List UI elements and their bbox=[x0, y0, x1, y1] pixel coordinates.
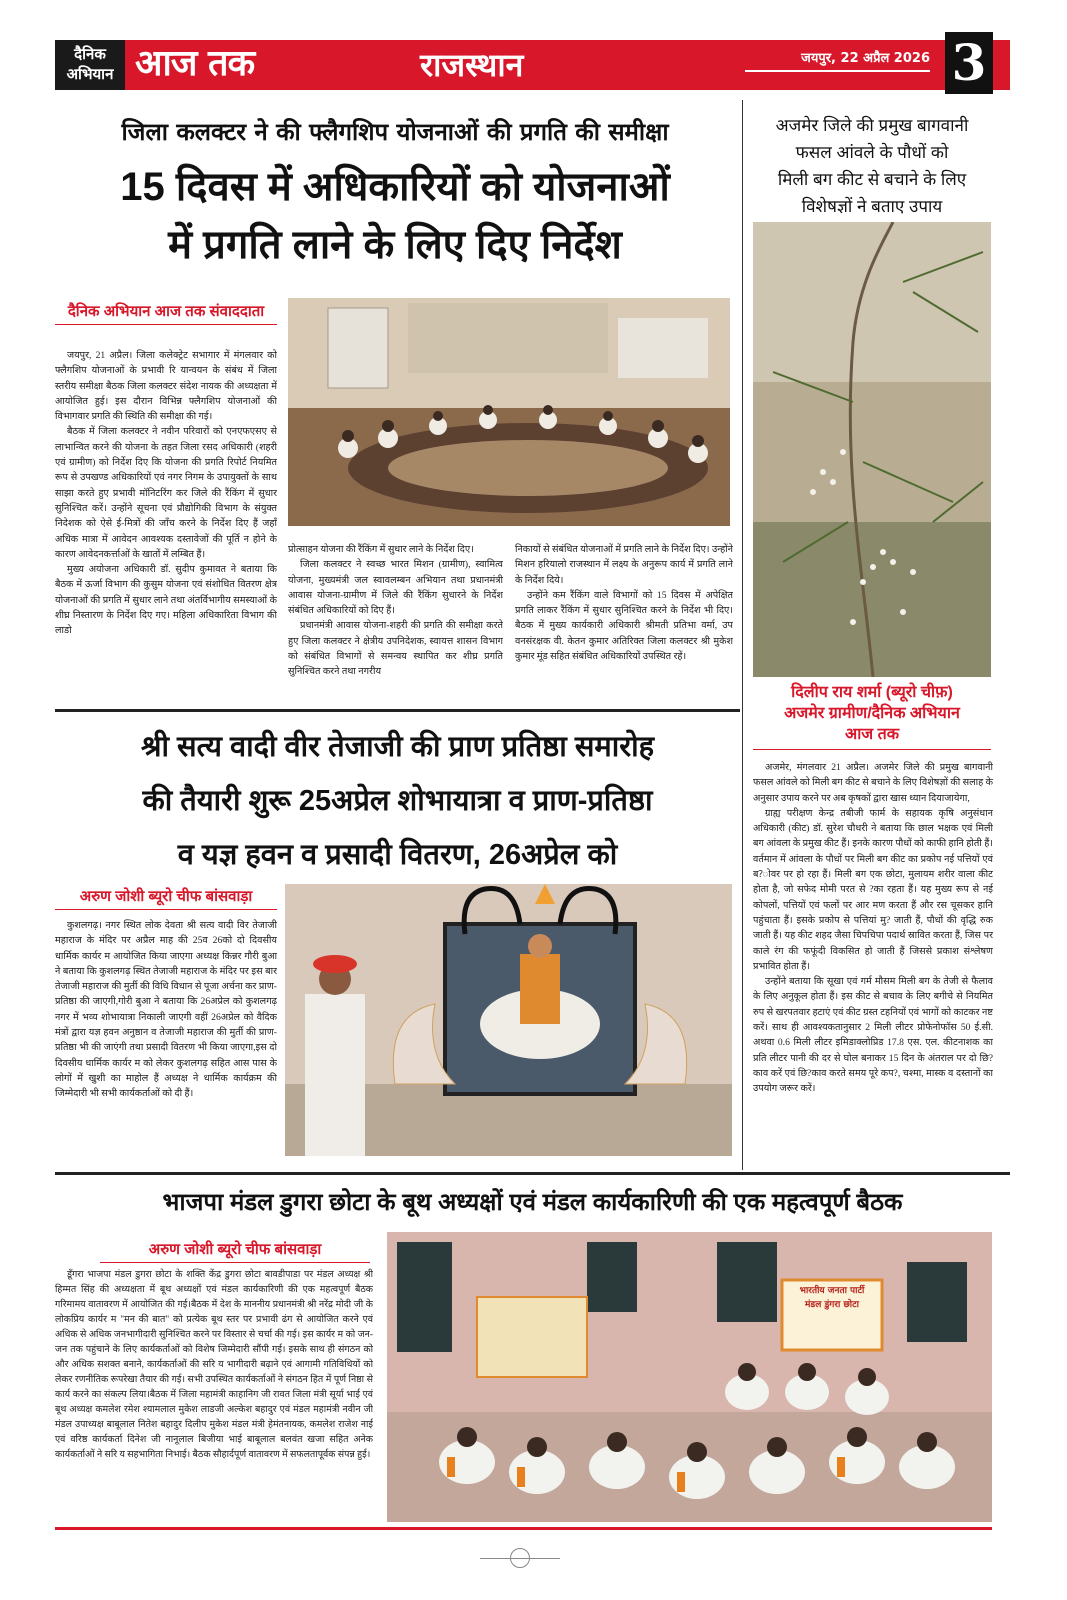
page-number: 3 bbox=[945, 32, 993, 94]
story2-byline-line1: दिलीप राय शर्मा (ब्यूरो चीफ़) bbox=[791, 684, 953, 701]
story2-byline bbox=[753, 682, 991, 750]
registration-mark-line bbox=[480, 1558, 560, 1559]
story4-para: डूँगरा भाजपा मंडल डुगरा छोटा के शक्ति केंद्र डुगरा छोटा बावडीपाडा पर मंडल अध्यक्ष श्री हिम्मत सिंह की अध्यक्षता में बूथ अध्यक्षों एवं मंडल कार्यकारिणी की एक महत्वपूर्ण बैठक गरिमामय वातावरण में आयोजित की गई।बैठक में देश के माननीय प्रधानमंत्री श्री नरेंद्र मोदी जी के लोकप्रिय कार्यर म "मन की बात" को प्रत्येक बूथ स्तर पर प्रभावी ढंग से आयोजित करने एवं अधिक से अधिक जनभागीदारी सुनिश्चित करने पर विस्तार से चर्चा की गई। इस कार्यर म को जन-जन तक पहुंचाने के लिए कार्यकर्ताओं को विशेष जिम्मेदारी सौंपी गई। इसके साथ ही संगठन को और अधिक सशक्त बनाने, कार्यकर्ताओं की सरि य भागीदारी बढ़ाने एवं आगामी गतिविधियों को लेकर रणनीतिक रूपरेखा तैयार की गई। सभी उपस्थित कार्यकर्ताओं ने संगठन हित में पूर्ण निष्ठा से कार्य करने का संकल्प लिया।बैठक में जिला महामंत्री काहानिग जी रावत जिला मंत्री सूर्या भाई एवं बूथ अध्यक्ष कमलेश रमेश श्यामलाल मुकेश लाडजी अल्केश बहादुर एवं मंडल महामंत्री नवीन जी मंडल उपाध्यक्ष बाबूलाल नितेश बहादुर दिलीप मुकेश मंडल मंत्री हेमंतनायक, कमलेश राजेश नाई एवं वरिष्ठ कार्यकर्ता दिनेश जी नानूलाल बिजीया भाई बाबूलाल बलवंत खजा सहित अनेक कार्यकर्ताओं ने सरि य सहभागिता निभाई। बैठक सौहार्दपूर्ण वातावरण में सफलतापूर्वक संपन्न हुई। bbox=[55, 1270, 373, 1460]
story2-byline-line2: अजमेर ग्रामीण/दैनिक अभियान bbox=[784, 705, 960, 722]
story1-headline-line1: 15 दिवस में अधिकारियों को योजनाओं bbox=[120, 165, 670, 209]
section-divider bbox=[55, 1172, 1010, 1175]
banner-text-line1: भारतीय जनता पार्टी bbox=[799, 1286, 865, 1296]
story1-col3-para: उन्होंने कम रैंकिंग वाले विभागों को 15 दिवस में अपेक्षित प्रगति लाकर रैंकिंग में सुधार सुनिश्चित करने के निर्देश भी दिए। बैठक में मुख्य कार्यकारी अधिकारी श्रीमती प्रतिभा वर्मा, उप वनसंरक्षक वी. केतन कुमार अतिरिक्त जिला कलक्टर श्री मुकेश कुमार मूंड सहित संबंधित अधिकारियों उपस्थित रहें। bbox=[515, 589, 733, 663]
story1-col1-para: मुख्य अयोजना अधिकारी डॉ. सुदीप कुमावत ने बताया कि बैठक में ऊर्जा विभाग की कुसुम योजना एवं संशोधित वितरण क्षेत्र योजनाओं की प्रगति में सुधार लाने तथा अंतर्विभागीय समस्याओं के शीघ्र निस्तारण के निर्देश दिए गए। महिला अधिकारिता विभाग की लाडो bbox=[55, 564, 277, 637]
story3-para: कुशलगढ़। नगर स्थित लोक देवता श्री सत्य वादी विर तेजाजी महाराज के मंदिर पर अप्रैल माह की 25व 26को दो दिवसीय धार्मिक कार्यर म आयोजित किया जाएगा अध्यक्ष किन्नर गौरी बुआ ने बताया कि कुशलगढ़ स्थित तेजाजी महाराज के मंदिर पर इस बार तेजाजी महाराज की मुर्ती की विधि विधान से पूजा अर्चना कर प्राण-प्रतिष्ठा की जाएगी,गोरी बुआ ने बताया कि 26अप्रेल को कुशलगढ़ नगर में भव्य शोभायात्रा निकाली जाएगी वहीं 26अप्रेल को वैदिक मंत्रों द्वारा यज्ञ हवन अनुष्ठान व तेजाजी महाराज की मुर्ती की प्राण-प्रतिष्ठा भी की जाएंगी तथा प्रसादी वितरण भी किया जाएगा,इस दो दिवसीय धार्मिक कार्यर म को लेकर कुशलगढ़ सहित आस पास के लोगों में खुशी का माहोल हैं अध्यक्ष ने धार्मिक कार्यक्रम की जिम्मेदारी भी सभी कार्यकर्ताओं को दी हैं। bbox=[55, 920, 277, 1100]
story1-headline-line2: में प्रगति लाने के लिए दिए निर्देश bbox=[168, 223, 622, 267]
story2-headline bbox=[748, 112, 996, 220]
story2-byline-line3: आज तक bbox=[844, 726, 900, 743]
date-rule bbox=[745, 70, 930, 72]
brand-line2: अभियान bbox=[66, 65, 114, 83]
story3-body bbox=[55, 918, 277, 1163]
story1-col1-para: जयपुर, 21 अप्रैल। जिला कलेक्ट्रेट सभागार में मंगलवार को फ्लैगशिप योजनाओं के प्रभावी रि यान्वयन के संबंध में जिला स्तरीय समीक्षा बैठक जिला कलक्टर संदेश नायक की अध्यक्षता में आयोजित हुई। इस दौरान विभिन्न फ्लैगशिप योजनाओं की विभागवार प्रगति की स्थिति की समीक्षा की गई। bbox=[55, 350, 277, 423]
story2-para: ग्राह्य परीक्षण केन्द्र तबीजी फार्म के सहायक कृषि अनुसंधान अधिकारी (कीट) डॉ. सुरेश चौधरी ने बताया कि छाल भक्षक एवं मिली बग आंवला के प्रमुख कीट हैं। इनके कारण पौधों को काफी हानि होती हैं। वर्तमान में आंवला के पौधों पर मिली बग कीट का प्रकोप नई पत्तियों एवं ब?ोवर पर हो रहा हैं। मिली बग एक छोटा, मुलायम शरीर वाला कीट होता है, जो सफेद मोमी परत से ?का रहता हैं। यह मुख्य रूप से नई कोपलों, पत्तियों एवं फलों पर आर मण करता हैं और रस चूसकर हानि पहुंचाता हैं। इसके प्रकोप से पत्तियां मु? जाती हैं, पौधों की वृद्धि रुक जाती हैं। यह कीट शहद जैसा चिपचिपा पदार्थ स्रावित करता हैं, जिस पर काले रंग की फफूंदी विकसित हो जाती हैं जिससे प्रकाश संश्लेषण प्रभावित होता हैं। bbox=[753, 807, 993, 972]
story1-col3-para: निकायों से संबंधित योजनाओं में प्रगति लाने के निर्देश दिए। उन्होंने मिशन हरियालो राजस्थान में लक्ष्य के अनुरूप कार्य में प्रगति लाने के निर्देश दिये। bbox=[515, 544, 733, 586]
story3-byline: अरुण जोशी ब्यूरो चीफ बांसवाड़ा bbox=[55, 887, 277, 910]
dateline: जयपुर, 22 अप्रैल 2026 bbox=[801, 51, 930, 66]
banner-text bbox=[782, 1284, 882, 1312]
brand-line1: दैनिक bbox=[74, 45, 106, 63]
tejaji-temple-photo bbox=[285, 884, 732, 1156]
column-divider bbox=[742, 100, 743, 1170]
story1-col1-para: बैठक में जिला कलक्टर ने नवीन परिवारों को एनएफएसए से लाभान्वित करने की योजना के तहत जिला रसद अधिकारी (शहरी एवं ग्रामीण) को निर्देश दिए कि योजना की प्रगति रिपोर्ट नियमित रूप से उपखण्ड अधिकारियों एवं नगर निगम के उपायुक्तों के साथ साझा करते हुए प्रभावी मॉनिटरिंग कर जिले की रैंकिंग में सुधार सुनिश्चित करें। उन्होंने सूचना एवं प्रौद्योगिकी विभाग के संयुक्त निदेशक को ऐसे ई-मित्रों की जाँच करने के निर्देश दिए हैं जहाँ अधिक मात्रा में आवेदन आवश्यक दस्तावेजों की पूर्ति न होने के कारण आवेदनकर्त्ताओं के खातों में लम्बित हैं। bbox=[55, 426, 277, 560]
story2-headline-line2: फसल आंवले के पौधों को bbox=[795, 143, 949, 162]
brand-main: आज तक bbox=[135, 43, 255, 84]
story3-headline bbox=[55, 720, 740, 882]
story2-headline-line3: मिली बग कीट से बचाने के लिए bbox=[777, 170, 967, 189]
story1-col2-para: जिला कलक्टर ने स्वच्छ भारत मिशन (ग्रामीण), स्वामित्व योजना, मुख्यमंत्री जल स्वावलम्बन अभियान तथा प्रधानमंत्री आवास योजना-ग्रामीण में जिले की रैंकिंग सुधारने के निर्देश संबंधित अधिकारियों को दिए हैं। bbox=[288, 559, 503, 617]
story1-headline bbox=[55, 158, 735, 274]
story1-col3 bbox=[515, 542, 733, 704]
story1-col2-para: प्रधानमंत्री आवास योजना-शहरी की प्रगति की समीक्षा करते हुए जिला कलक्टर ने क्षेत्रीय उपनिदेशक, स्वायत्त शासन विभाग को संबंधित विभागों से समन्वय स्थापित कर शीघ्र प्रगति सुनिश्चित करने तथा नगरीय bbox=[288, 620, 503, 678]
brand-logo bbox=[55, 40, 125, 90]
section-title: राजस्थान bbox=[420, 46, 524, 84]
story2-para: अजमेर, मंगलवार 21 अप्रैल। अजमेर जिले की प्रमुख बागवानी फसल आंवले को मिली बग कीट से बचाने के लिए विशेषज्ञों की सलाह के अनुसार उपाय करने पर अब कृषकों द्वारा खास ध्यान दियाजायेगा, bbox=[753, 762, 993, 804]
story2-body bbox=[753, 760, 993, 1165]
section-divider bbox=[55, 709, 740, 712]
amla-plant-photo bbox=[753, 222, 991, 677]
story1-col2 bbox=[288, 542, 503, 704]
story3-headline-line3: व यज्ञ हवन व प्रसादी वितरण, 26अप्रेल को bbox=[177, 839, 618, 871]
story3-headline-line2: की तैयारी शुरू 25अप्रेल शोभायात्रा व प्राण-प्रतिष्ठा bbox=[142, 785, 653, 817]
story4-headline: भाजपा मंडल डुगरा छोटा के बूथ अध्यक्षों एवं मंडल कार्यकारिणी की एक महत्वपूर्ण बैठक bbox=[162, 1189, 903, 1216]
story2-headline-line4: विशेषज्ञों ने बताए उपाय bbox=[801, 197, 943, 216]
bottom-rule bbox=[55, 1527, 992, 1530]
story3-headline-line1: श्री सत्य वादी वीर तेजाजी की प्राण प्रतिष्ठा समारोह bbox=[140, 731, 655, 763]
story1-kicker: जिला कलक्टर ने की फ्लैगशिप योजनाओं की प्रगति की समीक्षा bbox=[121, 118, 669, 146]
bjp-meeting-photo bbox=[387, 1232, 992, 1522]
banner-text-line2: मंडल डुंगरा छोटा bbox=[805, 1300, 859, 1310]
story1-col1 bbox=[55, 348, 277, 703]
story2-para: उन्होंने बताया कि सूखा एवं गर्म मौसम मिली बग के तेजी से फैलाव के लिए अनुकूल होता हैं। इस कीट से बचाव के लिए बगीचे से नियमित रुप से खरपतवार हटाएं एवं कीट ग्रस्त टहनियों एवं भागों को काटकर नष्ट करें। साथ ही आवश्यकतानुसार 2 मिली लीटर प्रोफेनोफॉस 50 ई.सी. अथवा 0.6 मिली लीटर इमिडाक्लोप्रिड 17.8 एस. एल. कीटनाशक का प्रति लीटर पानी की दर से घोल बनाकर 15 दिन के अंतराल पर दो छि?काव करें एवं छि?काव करते समय पूरे कप?, चश्मा, मास्क व दस्तानों का उपयोग जरूर करें। bbox=[753, 976, 993, 1095]
story4-byline: अरुण जोशी ब्यूरो चीफ बांसवाड़ा bbox=[100, 1240, 370, 1263]
story2-headline-line1: अजमेर जिले की प्रमुख बागवानी bbox=[775, 116, 969, 135]
story4-body bbox=[55, 1268, 373, 1523]
meeting-hall-photo bbox=[288, 298, 730, 526]
story1-byline: दैनिक अभियान आज तक संवाददाता bbox=[55, 302, 277, 325]
story1-col2-para: प्रोत्साहन योजना की रैंकिंग में सुधार लाने के निर्देश दिए। bbox=[288, 544, 474, 555]
